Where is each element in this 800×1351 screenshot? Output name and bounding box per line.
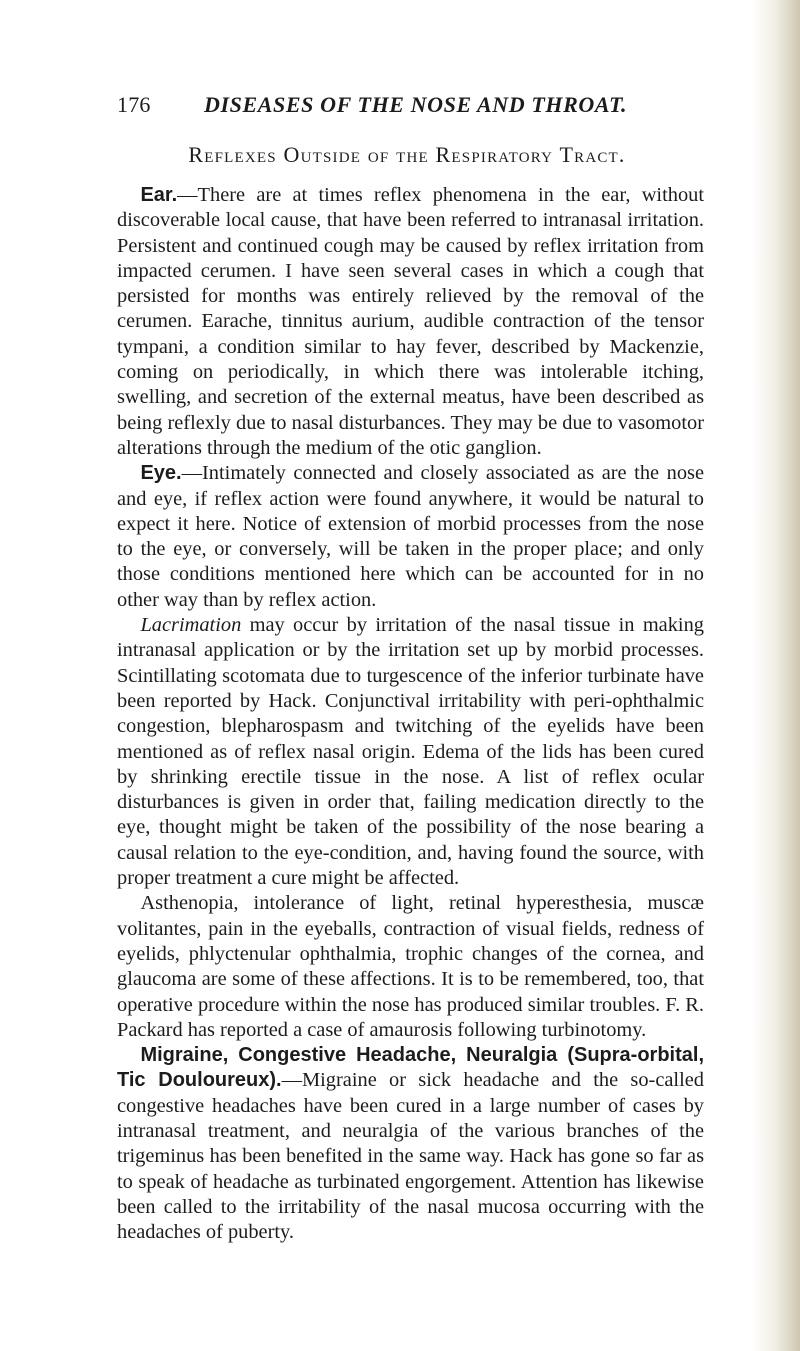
paragraph-asthenopia [117, 891, 704, 1043]
term-lacrimation: Lacrimation [140, 614, 242, 637]
paragraph-lacrimation-text: may occur by irritation of the nasal tissue in making intranasal application or by the irritation set up by morbid processes. Scintillating scotomata due to turgescence of the inferior turbinate have been reported by Hack. Conjunctival irritability with peri-ophthalmic congestion, blepharospasm and twitching of the eyelids have been mentioned as of reflex nasal origin. Edema of the lids has been cured by shrinking erectile tissue in the nose. A list of reflex ocular disturbances is given in order that, failing medication directly to the eye, thought might be taken of the possibility of the nose bearing a causal relation to the eye-condition, and, having found the source, with proper treatment a cure might be affected. [117, 614, 704, 890]
section-title: Reflexes Outside of the Respiratory Tract. [188, 142, 626, 167]
body-text [117, 183, 704, 1245]
paragraph-lacrimation [117, 613, 704, 891]
running-title: DISEASES OF THE NOSE AND THROAT. [204, 92, 628, 117]
paragraph-eye [117, 461, 704, 613]
paragraph-eye-text: —Intimately connected and closely associated as are the nose and eye, if reflex action were found anywhere, it would be natural to expect it here. Notice of extension of morbid processes from the nose to the eye, or conversely, will be taken in the proper place; and only those conditions mentioned here which can be accounted for in no other way than by reflex action. [117, 462, 704, 611]
heading-ear: Ear. [140, 184, 178, 206]
paragraph-ear-text: —There are at times reflex phenomena in the ear, without discoverable local cause, that have been referred to intranasal irritation. Persistent and continued cough may be caused by reflex irritation from impacted cerumen. I have seen several cases in which a cough that persisted for months was entirely relieved by the removal of the cerumen. Earache, tinnitus aurium, audible contraction of the tensor tympani, a condition similar to hay fever, described by Mackenzie, coming on periodically, in which there was intolerable itching, swelling, and secretion of the external meatus, have been described as being reflexly due to nasal disturbances. They may be due to vasomotor alterations through the medium of the otic ganglion. [117, 184, 704, 459]
paragraph-asthenopia-text: Asthenopia, intolerance of light, retinal hyperesthesia, muscæ volitantes, pain in the eyeballs, contraction of visual fields, redness of eyelids, phlyctenular ophthalmia, trophic changes of the cornea, and glaucoma are some of these affections. It is to be remembered, too, that operative procedure within the nose has produced similar troubles. F. R. Packard has reported a case of amaurosis following turbinotomy. [117, 892, 704, 1041]
heading-migraine: Migraine, Congestive Headache, Neuralgia (Supra-orbital, Tic Douloureux). [117, 1044, 704, 1092]
page-number: 176 [117, 92, 151, 117]
paragraph-migraine [117, 1043, 704, 1245]
heading-eye: Eye. [140, 462, 182, 485]
paragraph-ear [117, 183, 704, 461]
paragraph-migraine-text: —Migraine or sick headache and the so-called congestive headaches have been cured in a large number of cases by intranasal treatment, and neuralgia of the various branches of the trigeminus has been benefited in the same way. Hack has gone so far as to speak of headache as turbinated engorgement. Attention has likewise been called to the irritability of the nasal mucosa occurring with the headaches of puberty. [117, 1069, 705, 1244]
